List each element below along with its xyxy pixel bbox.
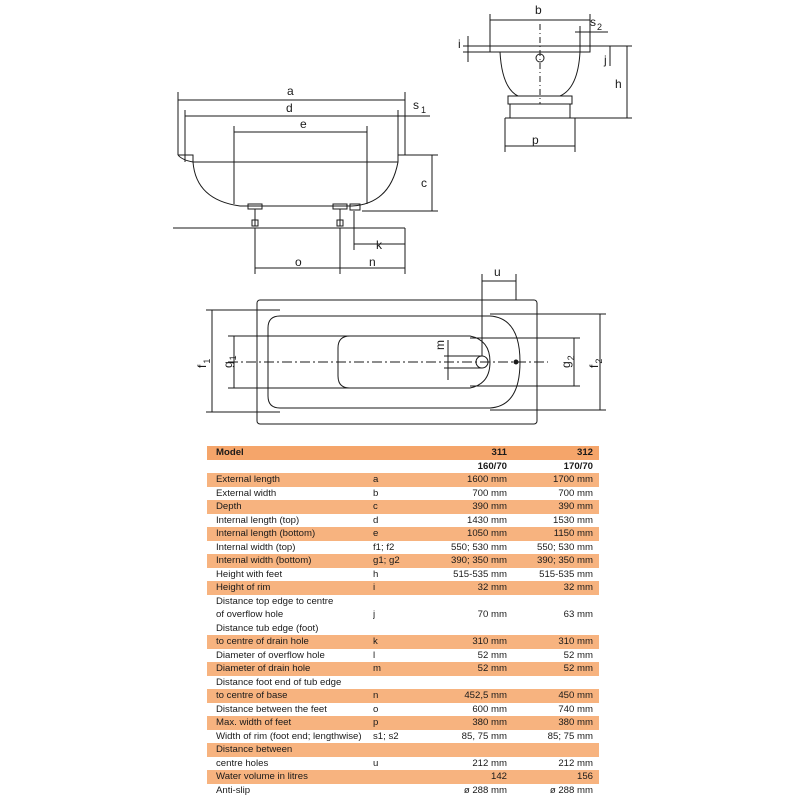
label-s1: s $_1$ [413,98,427,115]
table-row [207,514,599,528]
cell-v311: ø 288 mm [427,784,513,798]
table-row [207,676,599,690]
cell-v311: 70 mm [427,608,513,622]
cell-symbol [373,622,427,636]
cell-symbol: m [373,662,427,676]
cell-symbol: e [373,527,427,541]
table-row [207,487,599,501]
cell-v312: 380 mm [513,716,599,730]
cell-label: Distance foot end of tub edge [207,676,373,690]
cell-v311: 142 [427,770,513,784]
cell-symbol: d [373,514,427,528]
label-n: n [369,255,376,269]
cell-label: Internal width (top) [207,541,373,555]
cell-v311 [427,622,513,636]
cell-label: Width of rim (foot end; lengthwise) [207,730,373,744]
label-o: o [295,255,302,269]
table-row [207,541,599,555]
cell-symbol: p [373,716,427,730]
table-row [207,595,599,609]
cell-symbol: s1; s2 [373,730,427,744]
cell-symbol: b [373,487,427,501]
cell-v311: 212 mm [427,757,513,771]
table-row [207,635,599,649]
cell-label: Distance between the feet [207,703,373,717]
label-f2: $f_2$ [587,358,604,368]
cell-v311: 310 mm [427,635,513,649]
cell-v312: 550; 530 mm [513,541,599,555]
cell-v311: 600 mm [427,703,513,717]
cell-v312: 1150 mm [513,527,599,541]
table-row [207,554,599,568]
cell-v312: 700 mm [513,487,599,501]
cell-v311: 1430 mm [427,514,513,528]
cell-label: to centre of drain hole [207,635,373,649]
cell-v311: 1600 mm [427,473,513,487]
label-m: m [433,340,447,350]
table-row [207,703,599,717]
label-e: e [300,117,307,131]
overflow-hole [514,360,518,364]
side-feet [248,204,360,226]
cell-v312: 310 mm [513,635,599,649]
cell-v312 [513,743,599,757]
cell-v311 [427,743,513,757]
cell-label: Anti-slip [207,784,373,798]
dimension-labels [195,3,622,368]
table-row [207,500,599,514]
cell-v312: 390; 350 mm [513,554,599,568]
label-d: d [286,101,293,115]
top-view [206,274,606,424]
cell-v312: 63 mm [513,608,599,622]
table-row [207,622,599,636]
table-row [207,649,599,663]
table-row [207,527,599,541]
table-row [207,716,599,730]
cell-label: Depth [207,500,373,514]
cell-v312: 1530 mm [513,514,599,528]
label-k: k [376,238,382,252]
cell-v312: 52 mm [513,649,599,663]
cell-v312: 1700 mm [513,473,599,487]
cell-symbol: h [373,568,427,582]
cell-v311: 390; 350 mm [427,554,513,568]
table-row [207,662,599,676]
cell-symbol: i [373,581,427,595]
cell-label: Internal width (bottom) [207,554,373,568]
table-header-row [207,446,599,460]
label-i: i [458,37,461,51]
cell-v311: 515-535 mm [427,568,513,582]
cell-symbol [373,770,427,784]
cell-symbol [373,784,427,798]
cell-v312: 52 mm [513,662,599,676]
cell-label: External length [207,473,373,487]
cell-label: of overflow hole [207,608,373,622]
cell-label: Distance top edge to centre [207,595,373,609]
table-row [207,473,599,487]
cell-symbol [373,676,427,690]
table-row [207,608,599,622]
cell-symbol: f1; f2 [373,541,427,555]
table-row [207,581,599,595]
cell-label: External width [207,487,373,501]
cell-symbol: l [373,649,427,663]
label-b: b [535,3,542,17]
cell-symbol: o [373,703,427,717]
subheader-size-312: 170/70 [513,460,599,474]
header-model-312: 312 [513,446,599,460]
label-h: h [615,77,622,91]
cell-v312 [513,595,599,609]
cell-symbol: g1; g2 [373,554,427,568]
table-row [207,770,599,784]
cell-label: Internal length (bottom) [207,527,373,541]
cell-label: Diameter of drain hole [207,662,373,676]
label-j: j [604,53,607,67]
label-s2: $s_2$ [590,15,603,32]
cell-v312: 85; 75 mm [513,730,599,744]
label-a: a [287,84,294,98]
cell-v311: 1050 mm [427,527,513,541]
table-row [207,689,599,703]
cell-symbol [373,595,427,609]
cell-v312: 32 mm [513,581,599,595]
cell-v312: 515-535 mm [513,568,599,582]
cell-label: Internal length (top) [207,514,373,528]
end-view [463,14,632,152]
cell-symbol: n [373,689,427,703]
cell-label: Distance between [207,743,373,757]
table-row [207,568,599,582]
cell-v312: 390 mm [513,500,599,514]
cell-v312 [513,676,599,690]
cell-v312: ø 288 mm [513,784,599,798]
cell-label: centre holes [207,757,373,771]
cell-v311: 380 mm [427,716,513,730]
label-u: u [494,265,501,279]
cell-label: Max. width of feet [207,716,373,730]
cell-v312: 740 mm [513,703,599,717]
table-row [207,730,599,744]
label-g1: $g_1$ [221,355,238,368]
label-f1: $f_1$ [195,358,212,368]
cell-v312: 450 mm [513,689,599,703]
table-row [207,784,599,798]
cell-label: to centre of base [207,689,373,703]
cell-symbol: a [373,473,427,487]
label-p: p [532,133,539,147]
subheader-size-311: 160/70 [427,460,513,474]
cell-label: Height of rim [207,581,373,595]
cell-v312 [513,622,599,636]
spec-table [207,446,599,797]
cell-v312: 156 [513,770,599,784]
cell-symbol: u [373,757,427,771]
cell-v311 [427,595,513,609]
cell-v311 [427,676,513,690]
table-row [207,757,599,771]
table-subheader-row [207,460,599,474]
cell-v311: 32 mm [427,581,513,595]
cell-v311: 700 mm [427,487,513,501]
table-row [207,743,599,757]
cell-symbol: c [373,500,427,514]
cell-v311: 85, 75 mm [427,730,513,744]
cell-v311: 52 mm [427,649,513,663]
cell-v311: 390 mm [427,500,513,514]
cell-v311: 452,5 mm [427,689,513,703]
header-label: Model [207,446,373,460]
cell-v312: 212 mm [513,757,599,771]
side-tub-outline [178,155,405,206]
header-model-311: 311 [427,446,513,460]
cell-symbol [373,743,427,757]
cell-label: Diameter of overflow hole [207,649,373,663]
label-g2: $g_2$ [559,355,576,368]
cell-label: Distance tub edge (foot) [207,622,373,636]
cell-v311: 52 mm [427,662,513,676]
cell-symbol: k [373,635,427,649]
cell-v311: 550; 530 mm [427,541,513,555]
cell-label: Water volume in litres [207,770,373,784]
label-c: c [421,176,427,190]
cell-label: Height with feet [207,568,373,582]
cell-symbol: j [373,608,427,622]
